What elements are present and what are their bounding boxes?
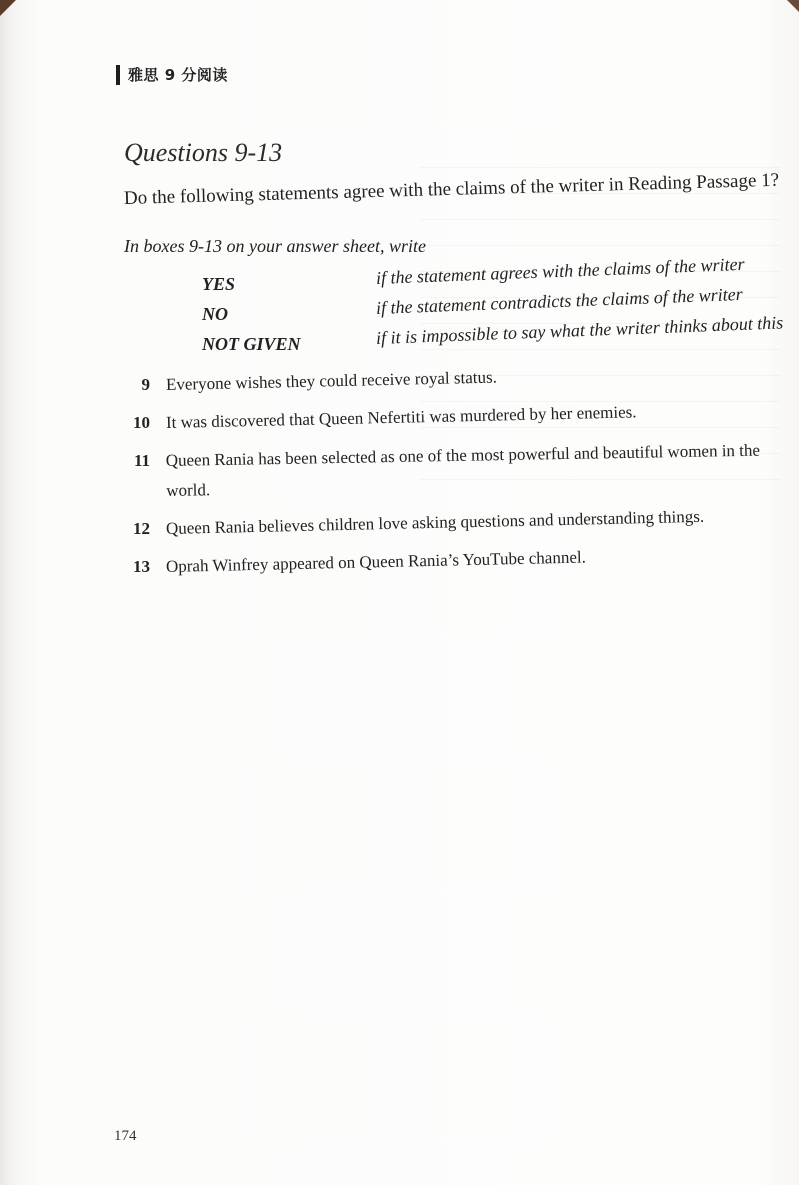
question-text: Queen Rania believes children love asking questions and understanding things. bbox=[165, 506, 705, 538]
question-item bbox=[120, 547, 799, 582]
question-text: Oprah Winfrey appeared on Queen Rania’s YouTube channel. bbox=[165, 547, 587, 576]
header-bar-mark bbox=[116, 65, 120, 85]
question-item bbox=[120, 402, 799, 438]
question-number: 12 bbox=[133, 519, 150, 538]
question-number: 11 bbox=[133, 451, 150, 470]
header-title: 雅思 9 分阅读 bbox=[128, 66, 228, 84]
question-text: Everyone wishes they could receive royal status. bbox=[165, 367, 498, 394]
question-number: 10 bbox=[133, 413, 150, 432]
legend-key: NOT GIVEN bbox=[202, 334, 301, 354]
legend-value: if the statement contradicts the claims of the writer bbox=[375, 283, 744, 318]
legend-row-not-given bbox=[202, 312, 799, 358]
question-text: It was discovered that Queen Nefertiti was murdered by her enemies. bbox=[165, 402, 637, 432]
page-corner-shadow bbox=[0, 0, 16, 16]
questions-title: Questions 9-13 bbox=[124, 138, 283, 167]
question-list bbox=[120, 367, 799, 590]
page-corner-shadow-right bbox=[787, 0, 799, 12]
question-text: Queen Rania has been selected as one of the most powerful and beautiful women in the world. bbox=[165, 440, 761, 500]
answer-legend bbox=[202, 253, 799, 358]
answer-sheet-instruction: In boxes 9-13 on your answer sheet, write bbox=[124, 236, 426, 256]
running-header bbox=[116, 64, 228, 85]
page-number: 174 bbox=[114, 1128, 137, 1144]
legend-value: if the statement agrees with the claims of the writer bbox=[375, 253, 745, 288]
question-number: 13 bbox=[133, 557, 150, 576]
legend-value: if it is impossible to say what the writer thinks about this bbox=[375, 312, 784, 348]
question-item bbox=[120, 440, 799, 506]
instruction-text: Do the following statements agree with the claims of the writer in Reading Passage 1? bbox=[123, 169, 780, 209]
legend-key: NO bbox=[202, 304, 228, 324]
question-number: 9 bbox=[141, 375, 150, 394]
legend-key: YES bbox=[202, 274, 236, 294]
